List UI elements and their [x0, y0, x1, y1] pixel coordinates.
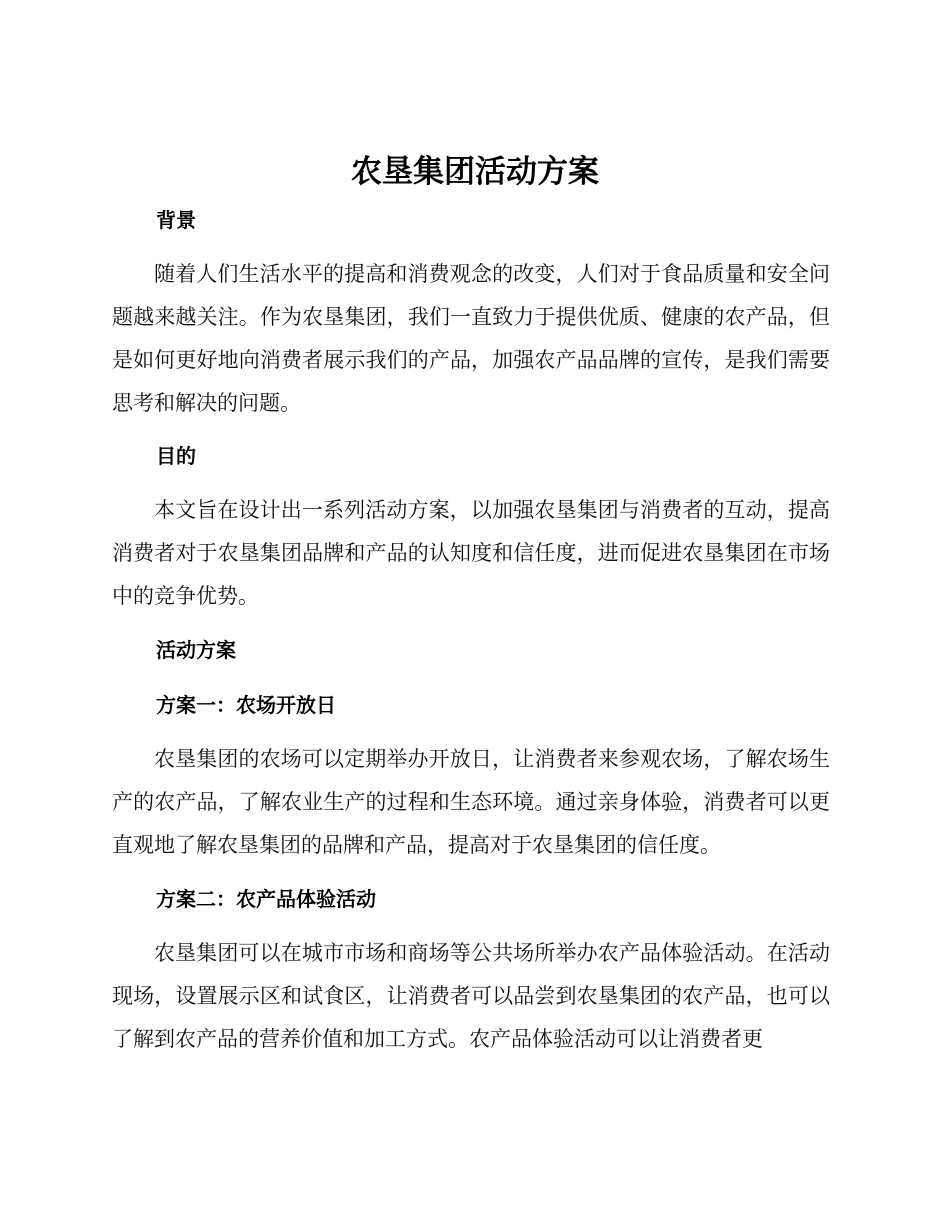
section-heading-activity-plan: 活动方案: [156, 638, 236, 662]
section-heading-plan-two: 方案二：农产品体验活动: [156, 887, 376, 911]
section-heading-purpose: 目的: [156, 444, 196, 468]
section-paragraph-purpose: 本文旨在设计出一系列活动方案，以加强农垦集团与消费者的互动，提高消费者对于农垦集团品牌和产品的认知度和信任度，进而促进农垦集团在市场中的竞争优势。: [112, 498, 830, 608]
section-heading-plan-one: 方案一：农场开放日: [156, 693, 336, 717]
section-heading-background: 背景: [156, 208, 196, 232]
section-paragraph-plan-two: 农垦集团可以在城市市场和商场等公共场所举办农产品体验活动。在活动现场，设置展示区和试食区，让消费者可以品尝到农垦集团的农产品，也可以了解到农产品的营养价值和加工方式。农产品体验活动可以让消费者更: [112, 941, 830, 1051]
section-paragraph-background: 随着人们生活水平的提高和消费观念的改变，人们对于食品质量和安全问题越来越关注。作为农垦集团，我们一直致力于提供优质、健康的农产品，但是如何更好地向消费者展示我们的产品，加强农产品品牌的宣传，是我们需要思考和解决的问题。: [112, 262, 830, 415]
document-title: 农垦集团活动方案: [351, 154, 599, 190]
section-paragraph-plan-one: 农垦集团的农场可以定期举办开放日，让消费者来参观农场，了解农场生产的农产品，了解农业生产的过程和生态环境。通过亲身体验，消费者可以更直观地了解农垦集团的品牌和产品，提高对于农垦集团的信任度。: [112, 747, 830, 857]
